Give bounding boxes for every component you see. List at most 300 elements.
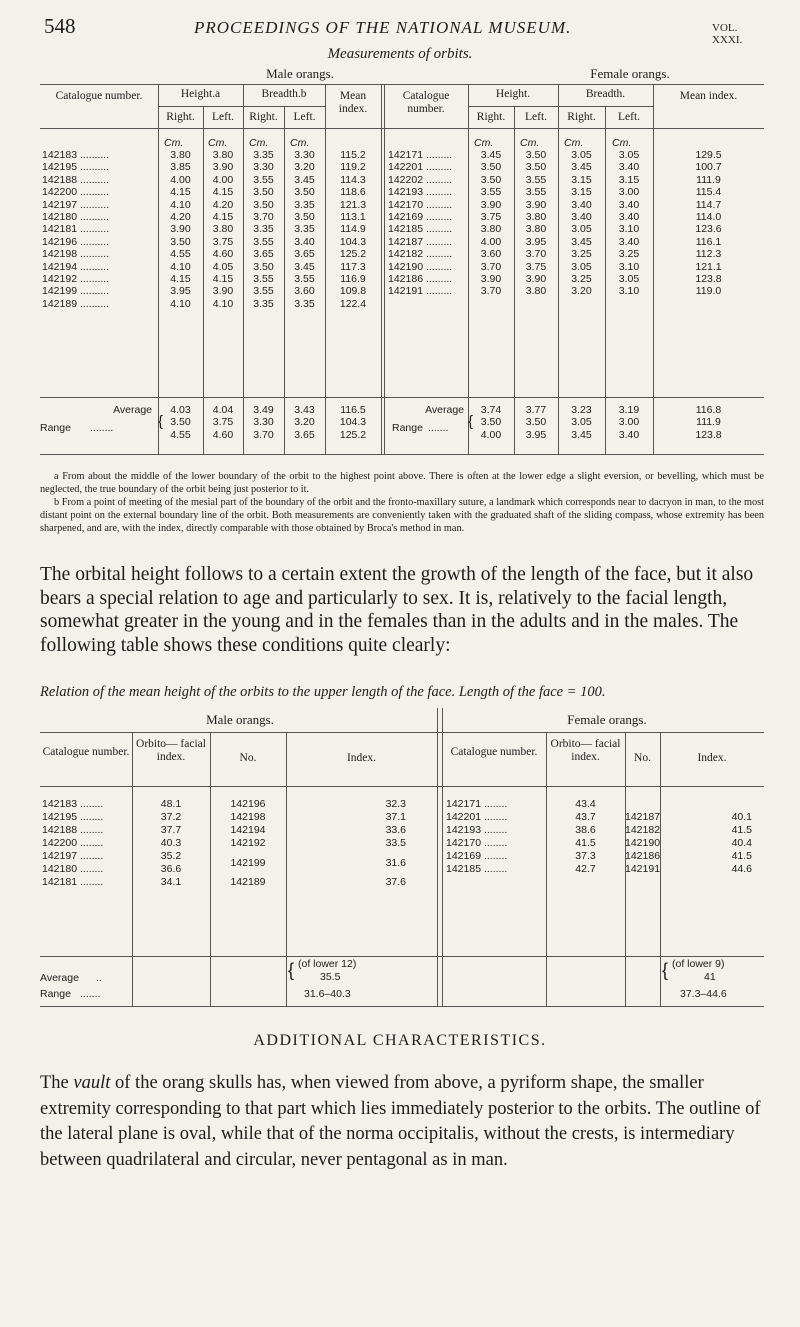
table2-female-group: Female orangs. — [567, 712, 647, 727]
t2-m-col-catalogue: Catalogue number. — [42, 746, 130, 758]
paragraph-vault-term: vault — [73, 1073, 111, 1093]
t1-female-value: 3.05 — [618, 273, 640, 285]
t1-male-value: 3.90 — [170, 223, 191, 236]
page-number: 548 — [44, 14, 76, 38]
t1-male-summary: 3.30 — [253, 416, 274, 429]
t2-male-index: 37.1 — [385, 811, 406, 823]
t1-male-summary: 3.43 — [294, 404, 315, 416]
t1-male-value: 4.10 — [170, 198, 191, 211]
t1-female-summary: 3.95 — [525, 428, 547, 441]
t1-f-range-dots: ....... — [428, 422, 449, 434]
t1-m-brace: { — [158, 413, 164, 430]
t1-female-summary: 3.00 — [618, 416, 640, 429]
t1-female-value: 3.90 — [480, 273, 502, 285]
t1-female-value: 3.40 — [571, 198, 592, 211]
t1-female-value: 3.50 — [525, 161, 547, 174]
t1-f-brace: { — [468, 413, 474, 430]
t1-male-value: 3.50 — [294, 211, 315, 223]
t1-female-value: 3.45 — [571, 235, 592, 248]
t1-male-value: 3.85 — [170, 161, 191, 174]
t1-female-value: 121.1 — [695, 260, 722, 273]
t2-male-no: 142194 — [230, 824, 266, 836]
t1-female-value: 3.15 — [571, 186, 592, 199]
t1-male-summary: 3.75 — [212, 416, 234, 429]
t1-male-value: 113.1 — [340, 211, 366, 223]
running-title: PROCEEDINGS OF THE NATIONAL MUSEUM. — [194, 18, 572, 37]
t1-male-value: 116.9 — [340, 273, 366, 285]
t1-female-value: 3.25 — [618, 248, 640, 261]
t1-female-catalogue: 142202 ......... — [388, 173, 453, 186]
t1-male-value: 4.10 — [170, 297, 191, 310]
t2-male-catalogue: 142180 ........ — [42, 863, 104, 875]
t1-male-value: 4.20 — [170, 211, 191, 223]
t1-female-value: 3.05 — [571, 149, 592, 161]
t1-female-value: 3.10 — [618, 223, 640, 236]
t2-female-index: 44.6 — [731, 863, 752, 875]
t2-f-avg-value: 41 — [704, 971, 716, 983]
t2-m-average-dots: .. — [96, 972, 102, 984]
t1-m-col-breadth: Breadth.b — [261, 88, 307, 100]
t1-male-catalogue: 142200 .......... — [42, 186, 110, 199]
t2-m-average-label: Average — [40, 972, 79, 984]
t1-female-summary: 3.50 — [480, 416, 502, 429]
t1-female-value: 3.75 — [525, 260, 547, 273]
t2-m-range-dots: ....... — [80, 988, 101, 1000]
t1-male-value: 3.50 — [253, 260, 274, 273]
t1-f-col-catalogue: Catalogue number. — [402, 90, 450, 115]
t1-female-value: 4.00 — [480, 235, 502, 248]
t1-m-range-label: Range — [40, 422, 71, 434]
t1-female-summary: 3.50 — [525, 416, 547, 429]
t1-female-value: 3.80 — [525, 211, 547, 223]
t2-female-no: 142190 — [625, 837, 661, 849]
t1-male-summary: 3.20 — [294, 416, 315, 429]
t1-female-value: 123.6 — [695, 223, 722, 236]
t1-female-value: 3.05 — [571, 260, 592, 273]
t1-female-value: 3.25 — [571, 248, 592, 261]
t1-female-value: 3.05 — [618, 149, 640, 161]
t1-female-value: 3.95 — [525, 235, 547, 248]
t1-female-summary: 111.9 — [696, 416, 721, 429]
t1-male-value: 4.15 — [212, 186, 234, 199]
t1-male-value: 3.20 — [294, 161, 315, 174]
t1-unit: Cm. — [208, 137, 228, 149]
t1-male-value: 109.8 — [339, 285, 367, 298]
t1-female-value: 129.5 — [695, 149, 722, 161]
t2-male-index: 37.6 — [385, 876, 406, 888]
t2-female-orbito: 41.5 — [575, 837, 596, 849]
t2-male-index: 33.6 — [385, 824, 406, 836]
t2-female-no: 142186 — [625, 850, 661, 862]
t2-m-brace: { — [288, 960, 295, 980]
t1-female-summary: 116.8 — [695, 404, 722, 416]
t1-female-value: 3.25 — [571, 273, 592, 285]
t1-m-col-right2: Right. — [249, 111, 278, 123]
t1-female-catalogue: 142169 ......... — [388, 211, 453, 223]
t1-male-value: 104.3 — [339, 235, 367, 248]
t1-f-col-right: Right. — [476, 111, 506, 123]
t1-male-value: 3.55 — [253, 273, 274, 285]
t1-female-value: 3.00 — [618, 186, 640, 199]
t1-female-catalogue: 142186 ......... — [388, 273, 453, 285]
t1-female-catalogue: 142170 ......... — [388, 198, 453, 211]
t1-female-catalogue: 142201 ......... — [388, 161, 453, 174]
t1-male-value: 118.6 — [340, 186, 366, 199]
t1-male-catalogue: 142181 .......... — [42, 223, 110, 236]
t2-female-index: 40.1 — [731, 811, 752, 823]
t1-f-range-label: Range — [392, 422, 423, 434]
t2-male-no: 142192 — [230, 837, 266, 849]
t1-male-summary: 4.55 — [170, 428, 191, 441]
t1-female-value: 3.45 — [571, 161, 592, 174]
t2-male-orbito: 35.2 — [160, 850, 182, 862]
t2-female-orbito: 42.7 — [575, 863, 596, 875]
t1-male-value: 3.50 — [294, 186, 315, 199]
t1-male-value: 114.3 — [340, 173, 366, 186]
t1-male-summary: 104.3 — [339, 416, 367, 429]
t1-male-catalogue: 142199 .......... — [42, 285, 110, 298]
t1-f-col-mean-index: Mean index. — [679, 90, 738, 102]
t2-male-catalogue: 142181 ........ — [42, 876, 104, 888]
t1-male-summary: 3.49 — [253, 404, 274, 416]
t1-male-summary: 116.5 — [340, 404, 366, 416]
t2-m-col-orbito: Orbito— facial index. — [136, 738, 206, 763]
t1-f-col-height: Height. — [495, 88, 531, 100]
t1-female-catalogue: 142185 ......... — [388, 223, 453, 236]
t1-female-catalogue: 142193 ......... — [388, 186, 453, 199]
t1-unit: Cm. — [612, 137, 632, 149]
t1-unit: Cm. — [164, 137, 184, 149]
t1-male-value: 4.10 — [170, 260, 191, 273]
t1-f-average-label: Average — [425, 404, 464, 416]
t1-male-summary: 4.04 — [212, 404, 234, 416]
t1-female-catalogue: 142171 ......... — [388, 149, 453, 161]
t1-female-value: 3.40 — [618, 161, 640, 174]
t1-male-value: 3.90 — [212, 285, 234, 298]
t2-female-catalogue: 142185 ........ — [446, 863, 508, 875]
t1-female-value: 3.75 — [480, 211, 502, 223]
t1-male-value: 3.80 — [212, 149, 234, 161]
t1-female-summary: 3.45 — [571, 428, 592, 441]
t1-male-value: 117.3 — [340, 260, 366, 273]
t1-male-value: 4.60 — [212, 248, 234, 261]
t1-female-value: 3.40 — [618, 211, 640, 223]
t2-female-catalogue: 142201 ........ — [446, 811, 508, 823]
t1-female-value: 3.50 — [480, 173, 502, 186]
t1-male-value: 3.70 — [253, 211, 274, 223]
t1-unit: Cm. — [474, 137, 494, 149]
t1-male-value: 119.2 — [340, 161, 366, 174]
t1-male-catalogue: 142196 .......... — [42, 235, 110, 248]
t2-male-index: 33.5 — [385, 837, 406, 849]
t1-male-value: 4.00 — [170, 173, 191, 186]
t1-female-value: 114.0 — [695, 211, 722, 223]
t1-f-col-left2: Left. — [617, 111, 641, 123]
t1-female-value: 3.55 — [525, 186, 547, 199]
t2-female-no: 142191 — [625, 863, 661, 875]
t1-female-value: 3.60 — [480, 248, 502, 261]
t2-f-brace: { — [662, 960, 669, 980]
t1-male-summary: 4.60 — [212, 428, 234, 441]
t1-male-value: 3.50 — [170, 235, 191, 248]
table1-male-group: Male orangs. — [266, 66, 334, 81]
t1-female-value: 3.50 — [525, 149, 547, 161]
t1-male-catalogue: 142192 .......... — [42, 273, 110, 285]
t2-female-catalogue: 142169 ........ — [446, 850, 508, 862]
t1-male-catalogue: 142197 .......... — [42, 198, 110, 211]
t1-male-value: 3.35 — [294, 198, 315, 211]
t1-male-value: 3.35 — [294, 223, 315, 236]
t1-female-value: 3.55 — [525, 173, 547, 186]
section-heading: ADDITIONAL CHARACTERISTICS. — [253, 1032, 547, 1049]
t1-m-range-dots: ........ — [90, 422, 114, 434]
t1-male-value: 3.35 — [294, 297, 315, 310]
t2-female-catalogue: 142171 ........ — [446, 798, 508, 810]
t1-female-catalogue: 142190 ......... — [388, 260, 453, 273]
t1-male-value: 4.55 — [170, 248, 191, 261]
t2-male-no: 142199 — [230, 856, 266, 869]
t1-female-value: 119.0 — [695, 285, 722, 298]
t1-female-value: 3.90 — [480, 198, 502, 211]
t1-unit: Cm. — [564, 137, 584, 149]
t1-female-value: 3.90 — [525, 273, 547, 285]
t2-male-orbito: 40.3 — [160, 837, 182, 849]
t1-female-catalogue: 142191 ......... — [388, 285, 453, 298]
t1-female-value: 3.70 — [480, 285, 502, 298]
t1-male-value: 3.80 — [212, 223, 234, 236]
t1-female-value: 3.10 — [618, 260, 640, 273]
table2 — [40, 708, 764, 1018]
t1-female-summary: 123.8 — [695, 428, 722, 441]
t1-unit: Cm. — [290, 137, 310, 149]
t2-female-orbito: 38.6 — [575, 824, 596, 836]
t1-female-summary: 4.00 — [480, 428, 502, 441]
t2-m-avg-value: 35.5 — [320, 971, 341, 983]
t1-male-value: 3.90 — [212, 161, 234, 174]
t2-male-orbito: 48.1 — [160, 798, 182, 810]
t1-f-col-right2: Right. — [567, 111, 596, 123]
t2-f-avg-note: (of lower 9) — [672, 958, 725, 970]
t1-m-col-left: Left. — [211, 111, 235, 123]
t1-male-value: 4.05 — [212, 260, 234, 273]
t2-female-no: 142182 — [625, 824, 661, 836]
t1-male-value: 3.50 — [253, 186, 274, 199]
t1-male-value: 3.75 — [212, 235, 234, 248]
t2-f-col-no: No. — [634, 752, 651, 764]
t1-female-value: 3.40 — [618, 198, 640, 211]
table1 — [40, 66, 764, 464]
t1-female-value: 3.10 — [618, 285, 640, 298]
t1-male-value: 3.55 — [253, 235, 274, 248]
t1-male-value: 4.15 — [212, 211, 234, 223]
t2-male-catalogue: 142195 ........ — [42, 811, 104, 823]
t2-male-no: 142198 — [230, 811, 266, 823]
t1-male-value: 4.20 — [212, 198, 234, 211]
t2-body — [40, 708, 764, 1018]
t1-female-value: 3.55 — [480, 186, 502, 199]
t2-male-catalogue: 142188 ........ — [42, 824, 104, 836]
t1-male-value: 4.15 — [212, 273, 234, 285]
t2-f-range-value: 37.3–44.6 — [680, 988, 727, 1000]
t1-male-value: 3.65 — [294, 248, 315, 261]
t1-m-col-mean-index: Mean index. — [338, 90, 368, 115]
t1-male-value: 3.30 — [253, 161, 274, 174]
t2-male-orbito: 34.1 — [160, 876, 182, 888]
footnote-a: a From about the middle of the lower boundary of the orbit to the highest point above. There is often at the lower edge a slight eversion, or bevelling, which must be neglected, the true boundary of the orbit being just posterior to it. — [40, 471, 764, 495]
t1-male-catalogue: 142180 .......... — [42, 211, 110, 223]
t1-male-value: 3.65 — [253, 248, 274, 261]
t1-female-summary: 3.40 — [618, 428, 640, 441]
t1-male-value: 121.3 — [339, 198, 367, 211]
t1-male-catalogue: 142183 .......... — [42, 149, 110, 161]
t1-female-catalogue: 142187 ......... — [388, 235, 453, 248]
t2-female-orbito: 37.3 — [575, 850, 596, 862]
page-header — [44, 14, 764, 44]
t1-male-value: 3.35 — [253, 297, 274, 310]
t2-f-col-orbito: Orbito— facial index. — [550, 738, 621, 763]
t1-m-col-right: Right. — [166, 111, 195, 123]
t1-female-value: 111.9 — [696, 173, 721, 186]
volume-label: VOL. XXXI. — [712, 22, 743, 46]
t1-m-average-label: Average — [113, 404, 152, 416]
t1-female-summary: 3.74 — [480, 404, 502, 416]
t1-male-value: 3.55 — [294, 273, 315, 285]
t1-female-value: 112.3 — [695, 248, 722, 261]
table1-title: Measurements of orbits. — [327, 46, 473, 62]
t2-m-col-no: No. — [239, 752, 257, 764]
t1-female-value: 3.15 — [571, 173, 592, 186]
t1-female-value: 3.20 — [571, 285, 592, 298]
t1-male-summary: 3.50 — [170, 416, 191, 429]
t1-male-catalogue: 142195 .......... — [42, 161, 110, 174]
t1-female-value: 116.1 — [695, 235, 722, 248]
t1-male-value: 114.9 — [340, 223, 366, 236]
t1-male-value: 3.35 — [253, 223, 274, 236]
footnote-b: b From a point of meeting of the mesial part of the boundary of the orbit and the fronto-maxillary suture, a landmark which corresponds near to dacryon in man, to the most distant point on the external boundary line of the orbit. Both measurements are conveniently taken with the graduated shaft of the sliding compass, whose extremity has been sharpened, and are, with the index, directly comparable with those obtained by Broca's method in man. — [40, 497, 764, 534]
t1-female-value: 3.80 — [525, 285, 547, 298]
t2-male-catalogue: 142183 ........ — [42, 798, 104, 810]
t1-male-value: 3.30 — [294, 149, 315, 161]
t1-f-col-breadth: Breadth. — [585, 88, 626, 100]
t1-female-value: 3.40 — [618, 235, 640, 248]
t2-female-index: 41.5 — [731, 824, 752, 836]
t1-unit: Cm. — [249, 137, 269, 149]
t1-female-value: 100.7 — [695, 161, 722, 174]
paragraph-vault — [40, 1071, 764, 1173]
t1-male-value: 4.15 — [170, 186, 191, 199]
paragraph-orbital-height: The orbital height follows to a certain extent the growth of the length of the face, but it also bears a special relation to age and particularly to sex. It is, relatively to the facial length, somewhat greater in the young and in the females than in the adults and in the males. The following table shows these conditions quite clearly: — [40, 564, 754, 656]
t1-female-value: 3.90 — [525, 198, 547, 211]
t1-female-catalogue: 142182 ......... — [388, 248, 453, 261]
t1-male-value: 3.45 — [294, 260, 315, 273]
t1-male-value: 115.2 — [340, 149, 366, 161]
t2-female-orbito: 43.7 — [575, 811, 596, 823]
t2-m-range-value: 31.6–40.3 — [304, 988, 351, 1000]
t1-female-summary: 3.05 — [571, 416, 592, 429]
t1-male-value: 4.00 — [212, 173, 234, 186]
t2-m-avg-note: (of lower 12) — [298, 958, 357, 970]
t1-male-value: 3.55 — [253, 285, 274, 298]
table1-female-group: Female orangs. — [590, 66, 670, 81]
t1-male-catalogue: 142194 .......... — [42, 260, 110, 273]
t1-f-col-left: Left. — [524, 111, 548, 123]
t1-m-col-height: Height.a — [180, 88, 221, 100]
t1-female-value: 3.05 — [571, 223, 592, 236]
t1-female-summary: 3.77 — [525, 404, 547, 416]
t1-male-summary: 3.70 — [253, 428, 274, 441]
t2-female-no: 142187 — [625, 811, 661, 823]
t2-f-col-index: Index. — [697, 752, 727, 764]
t1-male-catalogue: 142189 .......... — [42, 297, 110, 310]
t1-male-value: 4.15 — [170, 273, 191, 285]
t1-female-value: 3.15 — [618, 173, 640, 186]
t1-male-summary: 4.03 — [170, 404, 191, 416]
t1-female-value: 3.70 — [480, 260, 502, 273]
t1-m-col-catalogue: Catalogue number. — [55, 90, 143, 102]
t2-male-catalogue: 142197 ........ — [42, 850, 104, 862]
t1-female-summary: 3.23 — [571, 404, 592, 416]
t1-male-value: 3.45 — [294, 173, 315, 186]
t2-female-index: 40.4 — [731, 837, 752, 849]
t1-female-value: 114.7 — [695, 198, 722, 211]
t2-male-orbito: 37.2 — [160, 811, 182, 823]
t1-male-value: 122.4 — [339, 297, 367, 310]
t1-male-summary: 125.2 — [339, 428, 367, 441]
t1-male-summary: 3.65 — [294, 428, 315, 441]
t2-male-no: 142196 — [230, 798, 266, 810]
t2-male-no: 142189 — [230, 876, 266, 888]
t2-male-orbito: 36.6 — [160, 863, 182, 875]
t1-female-value: 3.80 — [480, 223, 502, 236]
t1-male-catalogue: 142198 .......... — [42, 248, 110, 261]
t1-female-value: 3.80 — [525, 223, 547, 236]
t1-male-value: 4.10 — [212, 297, 234, 310]
paragraph-vault-lead: The — [40, 1073, 69, 1093]
t1-male-value: 3.55 — [253, 173, 274, 186]
t2-female-orbito: 43.4 — [575, 798, 596, 810]
t2-f-col-catalogue: Catalogue number. — [450, 746, 538, 758]
t2-male-index: 31.6 — [385, 856, 406, 869]
t2-male-orbito: 37.7 — [160, 824, 182, 836]
t2-male-catalogue: 142200 ........ — [42, 837, 104, 849]
t1-unit: Cm. — [520, 137, 540, 149]
t2-female-catalogue: 142170 ........ — [446, 837, 508, 849]
t1-female-value: 3.45 — [480, 149, 502, 161]
t1-male-value: 3.50 — [253, 198, 274, 211]
t2-male-index: 32.3 — [385, 798, 406, 810]
t1-female-value: 123.8 — [695, 273, 722, 285]
t1-female-value: 115.4 — [695, 186, 722, 199]
paragraph-vault-body: of the orang skulls has, when viewed from above, a pyriform shape, the smaller extremity corresponding to that part which lies immediately posterior to the orbits. The outline of the lateral plane is oval, while that of the norma occipitalis, without the crests, is intermediary between quadrilateral and circular, never pentagonal as in man. — [40, 1073, 761, 1170]
t1-male-catalogue: 142188 .......... — [42, 173, 110, 186]
table2-title: Relation of the mean height of the orbits to the upper length of the face. Length of the face = 100. — [40, 684, 606, 700]
t2-m-col-index: Index. — [346, 752, 377, 764]
t1-male-value: 125.2 — [339, 248, 367, 261]
t1-male-value: 3.60 — [294, 285, 315, 298]
t1-female-value: 3.70 — [525, 248, 547, 261]
t2-female-catalogue: 142193 ........ — [446, 824, 508, 836]
t2-female-index: 41.5 — [731, 850, 752, 862]
t1-female-value: 3.50 — [480, 161, 502, 174]
t1-female-summary: 3.19 — [618, 404, 640, 416]
t1-male-value: 3.35 — [253, 149, 274, 161]
t1-female-value: 3.40 — [571, 211, 592, 223]
footnotes — [40, 470, 764, 535]
t1-male-value: 3.40 — [294, 235, 315, 248]
t2-m-range-label: Range — [40, 988, 71, 1000]
t1-male-value: 3.95 — [170, 285, 191, 298]
table2-male-group: Male orangs. — [206, 712, 274, 727]
